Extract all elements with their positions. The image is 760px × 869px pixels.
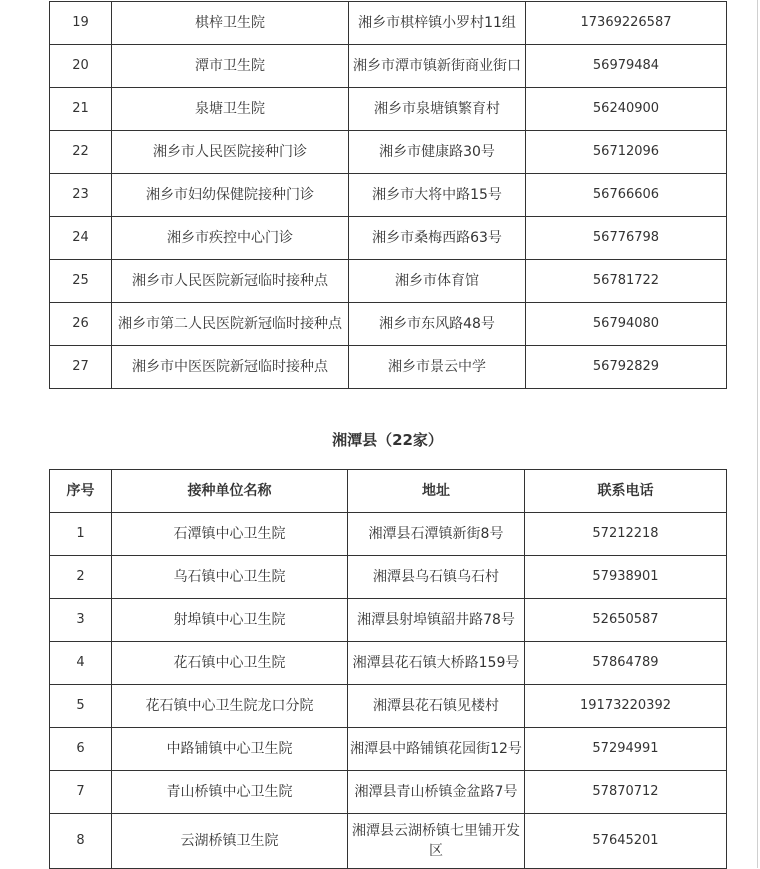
site-address: 湘潭县云湖桥镇七里铺开发区 [348, 814, 525, 869]
site-name: 石潭镇中心卫生院 [112, 513, 348, 556]
site-phone: 52650587 [525, 599, 727, 642]
row-number: 24 [50, 217, 112, 260]
site-address: 湘乡市桑梅西路63号 [349, 217, 526, 260]
row-number: 3 [50, 599, 112, 642]
section-title: 湘潭县（22家） [332, 431, 443, 449]
site-name: 湘乡市疾控中心门诊 [112, 217, 349, 260]
site-phone: 56794080 [526, 303, 727, 346]
site-phone: 56776798 [526, 217, 727, 260]
site-address: 湘潭县花石镇大桥路159号 [348, 642, 525, 685]
table-row [50, 728, 727, 771]
row-number: 19 [50, 2, 112, 45]
table-row [50, 131, 727, 174]
site-name: 潭市卫生院 [112, 45, 349, 88]
header-phone: 联系电话 [525, 470, 727, 513]
row-number: 6 [50, 728, 112, 771]
row-number: 8 [50, 814, 112, 869]
site-name: 云湖桥镇卫生院 [112, 814, 348, 869]
site-name: 泉塘卫生院 [112, 88, 349, 131]
row-number: 1 [50, 513, 112, 556]
site-address: 湘乡市健康路30号 [349, 131, 526, 174]
row-number: 2 [50, 556, 112, 599]
site-name: 棋梓卫生院 [112, 2, 349, 45]
vaccination-sites-table-xiangtan-county [49, 469, 727, 869]
site-address: 湘乡市景云中学 [349, 346, 526, 389]
site-phone: 56979484 [526, 45, 727, 88]
site-address: 湘潭县石潭镇新街8号 [348, 513, 525, 556]
site-phone: 57212218 [525, 513, 727, 556]
site-phone: 57294991 [525, 728, 727, 771]
site-name: 青山桥镇中心卫生院 [112, 771, 348, 814]
table-row [50, 599, 727, 642]
table-row [50, 642, 727, 685]
row-number: 7 [50, 771, 112, 814]
table-row [50, 771, 727, 814]
table-header-row [50, 470, 727, 513]
site-name: 花石镇中心卫生院 [112, 642, 348, 685]
site-phone: 56766606 [526, 174, 727, 217]
site-phone: 57645201 [525, 814, 727, 869]
header-address: 地址 [348, 470, 525, 513]
site-phone: 56792829 [526, 346, 727, 389]
site-address: 湘潭县花石镇见楼村 [348, 685, 525, 728]
table-row [50, 513, 727, 556]
site-name: 湘乡市中医医院新冠临时接种点 [112, 346, 349, 389]
table-row [50, 45, 727, 88]
table-row [50, 303, 727, 346]
row-number: 25 [50, 260, 112, 303]
table-row [50, 685, 727, 728]
site-address: 湘乡市体育馆 [349, 260, 526, 303]
row-number: 23 [50, 174, 112, 217]
site-phone: 56712096 [526, 131, 727, 174]
page-edge-divider [757, 0, 758, 868]
site-name: 中路铺镇中心卫生院 [112, 728, 348, 771]
site-address: 湘潭县青山桥镇金盆路7号 [348, 771, 525, 814]
site-address: 湘乡市大将中路15号 [349, 174, 526, 217]
header-site-name: 接种单位名称 [112, 470, 348, 513]
site-phone: 57870712 [525, 771, 727, 814]
row-number: 20 [50, 45, 112, 88]
table-row [50, 88, 727, 131]
site-address: 湘乡市泉塘镇繁育村 [349, 88, 526, 131]
site-phone: 19173220392 [525, 685, 727, 728]
site-phone: 57864789 [525, 642, 727, 685]
row-number: 4 [50, 642, 112, 685]
table-row [50, 346, 727, 389]
site-name: 湘乡市人民医院新冠临时接种点 [112, 260, 349, 303]
site-phone: 56781722 [526, 260, 727, 303]
site-phone: 17369226587 [526, 2, 727, 45]
site-name: 乌石镇中心卫生院 [112, 556, 348, 599]
row-number: 22 [50, 131, 112, 174]
table-row [50, 217, 727, 260]
table-row [50, 556, 727, 599]
site-address: 湘潭县乌石镇乌石村 [348, 556, 525, 599]
row-number: 26 [50, 303, 112, 346]
site-phone: 57938901 [525, 556, 727, 599]
site-address: 湘潭县中路铺镇花园街12号 [348, 728, 525, 771]
site-name: 射埠镇中心卫生院 [112, 599, 348, 642]
site-name: 湘乡市人民医院接种门诊 [112, 131, 349, 174]
site-address: 湘乡市东风路48号 [349, 303, 526, 346]
vaccination-sites-table-xiangxiang [49, 1, 727, 389]
site-name: 湘乡市第二人民医院新冠临时接种点 [112, 303, 349, 346]
table-row [50, 260, 727, 303]
site-name: 湘乡市妇幼保健院接种门诊 [112, 174, 349, 217]
site-address: 湘潭县射埠镇韶井路78号 [348, 599, 525, 642]
site-address: 湘乡市棋梓镇小罗村11组 [349, 2, 526, 45]
site-phone: 56240900 [526, 88, 727, 131]
table-row [50, 2, 727, 45]
header-number: 序号 [50, 470, 112, 513]
table-row [50, 814, 727, 869]
site-address: 湘乡市潭市镇新街商业街口 [349, 45, 526, 88]
row-number: 5 [50, 685, 112, 728]
table-row [50, 174, 727, 217]
site-name: 花石镇中心卫生院龙口分院 [112, 685, 348, 728]
row-number: 21 [50, 88, 112, 131]
row-number: 27 [50, 346, 112, 389]
